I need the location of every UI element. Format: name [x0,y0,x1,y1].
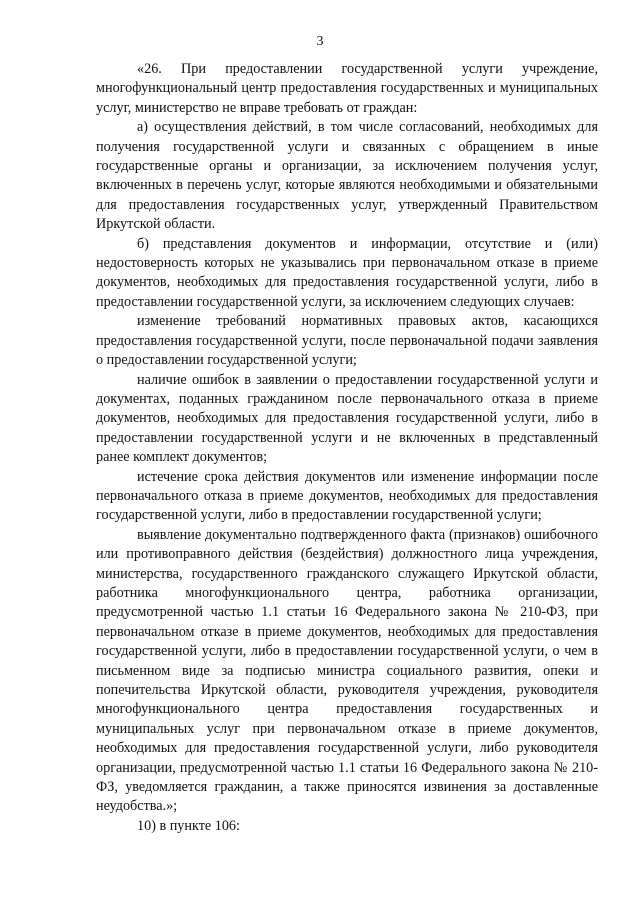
paragraph-item-b: б) представления документов и информации, отсутствие и (или) недостоверность которых не указывались при первоначальном отказе в приеме документов, необходимых для предоставления государственной услуги, либо в предоставлении государственной услуги, за исключением следующих случаев: [96,235,598,310]
paragraph-case-wrongful-action: выявление документально подтвержденного факта (признаков) ошибочного или противоправного действия (бездействия) должностного лица учреждения, министерства, государственного гражданского служащего Иркутской области, работника многофункционального центра, работника организации, предусмотренной частью 1.1 статьи 16 Федерального закона № 210-ФЗ, при первоначальном отказе в приеме документов, необходимых для предоставления государственной услуги, либо в предоставлении государственной услуги, о чем в письменном виде за подписью министра социального развития, опеки и попечительства Иркутской области, руководителя учреждения, руководителя многофункционального центра предоставления государственных и муниципальных услуг при первоначальном отказе в приеме документов, необходимых для предоставления государственной услуги, либо руководителя организации, предусмотренной частью 1.1 статьи 16 Федерального закона № 210-ФЗ, уведомляется гражданин, а также приносятся извинения за доставленные неудобства.»; [96,526,598,815]
paragraph-case-requirements-change: изменение требований нормативных правовых актов, касающихся предоставления государственной услуги, после первоначальной подачи заявления о предоставлении государственной услуги; [96,313,598,369]
paragraph-item-a: а) осуществления действий, в том числе согласований, необходимых для получения государственной услуги и связанных с обращением в иные государственные органы и организации, за исключением получения услуг, включенных в перечень услуг, которые являются необходимыми и обязательными для предоставления государственных услуг, утвержденный Правительством Иркутской области. [96,119,598,233]
paragraph-case-errors: наличие ошибок в заявлении о предоставлении государственной услуги и документах, поданных гражданином после первоначального отказа в приеме документов, необходимых для предоставления государственной услуги, либо в предоставлении государственной услуги и не включенных в представленный ранее комплект документов; [96,371,598,466]
paragraph-intro: «26. При предоставлении государственной услуги учреждение, многофункциональный центр предоставления государственных и муниципальных услуг, министерство не вправе требовать от граждан: [96,61,598,116]
paragraph-case-expiry: истечение срока действия документов или изменение информации после первоначального отказа в приеме документов, необходимых для предоставления государственной услуги, либо в предоставлении государственной услуги; [96,468,598,524]
paragraph-point-10: 10) в пункте 106: [137,817,240,834]
document-body [96,60,598,836]
page-number: 3 [316,34,324,49]
